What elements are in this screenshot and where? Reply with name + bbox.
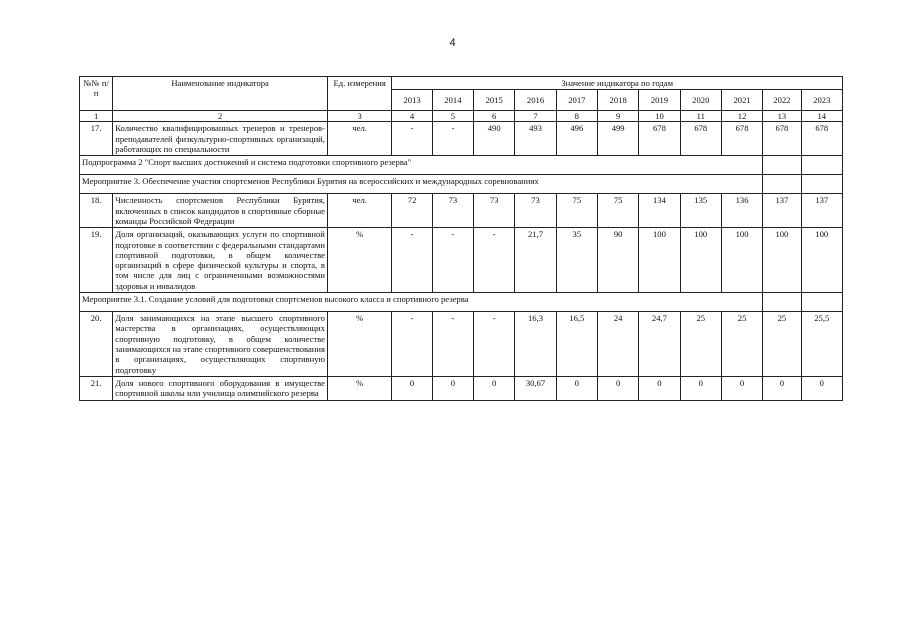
column-index-cell: 10: [639, 111, 680, 122]
indicator-value: 73: [515, 194, 556, 228]
indicator-value: 0: [639, 376, 680, 400]
header-year: 2019: [639, 90, 680, 111]
indicator-value: 35: [556, 228, 597, 293]
column-index-cell: 8: [556, 111, 597, 122]
indicator-value: 100: [721, 228, 762, 293]
column-index-cell: 2: [113, 111, 328, 122]
indicator-value: 72: [392, 194, 432, 228]
empty-cell: [801, 293, 842, 312]
header-year: 2018: [597, 90, 638, 111]
indicator-value: 0: [721, 376, 762, 400]
indicator-value: 21,7: [515, 228, 556, 293]
indicator-value: 0: [680, 376, 721, 400]
indicator-unit: чел.: [327, 122, 392, 156]
indicator-unit: %: [327, 312, 392, 377]
indicator-value: 16,3: [515, 312, 556, 377]
indicator-value: 25: [763, 312, 801, 377]
indicator-value: 678: [801, 122, 842, 156]
section-row: [80, 175, 843, 194]
column-index-cell: 12: [721, 111, 762, 122]
indicator-value: -: [432, 122, 473, 156]
header-year: 2014: [432, 90, 473, 111]
indicator-value: 73: [432, 194, 473, 228]
section-title: Подпрограмма 2 "Спорт высших достижений и система подготовки спортивного резерва": [80, 156, 763, 175]
column-index-cell: 5: [432, 111, 473, 122]
row-number: 21.: [80, 376, 113, 400]
indicator-value: -: [392, 312, 432, 377]
indicator-name: Численность спортсменов Республики Бурятия, включенных в список кандидатов в спортивные сборные команды Российской Федерации: [113, 194, 328, 228]
indicator-value: 135: [680, 194, 721, 228]
table-row: [80, 312, 843, 377]
indicator-name: Доля занимающихся на этапе высшего спортивного мастерства в организациях, осуществляющих спортивную подготовку, в общем количестве занимающихся на этапе спортивного совершенствования в организациях, осуществляющих спортивную подготовку: [113, 312, 328, 377]
indicator-value: 75: [597, 194, 638, 228]
indicator-value: 0: [432, 376, 473, 400]
indicator-value: -: [392, 228, 432, 293]
indicator-value: 90: [597, 228, 638, 293]
header-unit: Ед. измерения: [327, 77, 392, 111]
indicator-value: 73: [474, 194, 515, 228]
indicator-value: 0: [474, 376, 515, 400]
column-index-cell: 13: [763, 111, 801, 122]
table-header: [80, 77, 843, 111]
table-row: [80, 376, 843, 400]
indicator-value: 137: [763, 194, 801, 228]
indicator-value: 25,5: [801, 312, 842, 377]
row-number: 17.: [80, 122, 113, 156]
indicator-name: Доля нового спортивного оборудования в имуществе спортивной школы или училища олимпийского резерва: [113, 376, 328, 400]
column-index-cell: 3: [327, 111, 392, 122]
header-num: №№ п/п: [80, 77, 113, 111]
header-year: 2021: [721, 90, 762, 111]
column-index-cell: 4: [392, 111, 432, 122]
indicator-value: 30,67: [515, 376, 556, 400]
indicator-value: 24,7: [639, 312, 680, 377]
header-year: 2013: [392, 90, 432, 111]
indicator-value: 134: [639, 194, 680, 228]
indicator-value: 136: [721, 194, 762, 228]
column-index-cell: 11: [680, 111, 721, 122]
column-index-cell: 14: [801, 111, 842, 122]
indicator-unit: чел.: [327, 194, 392, 228]
table-body: [80, 111, 843, 400]
indicator-unit: %: [327, 376, 392, 400]
column-index-cell: 9: [597, 111, 638, 122]
indicator-value: 0: [392, 376, 432, 400]
section-title: Мероприятие 3. Обеспечение участия спортсменов Республики Бурятия на всероссийских и международных соревнованиях: [80, 175, 763, 194]
indicator-value: 137: [801, 194, 842, 228]
header-year: 2020: [680, 90, 721, 111]
indicator-value: -: [432, 228, 473, 293]
header-year: 2016: [515, 90, 556, 111]
indicator-value: 100: [801, 228, 842, 293]
indicator-value: 0: [801, 376, 842, 400]
indicator-value: -: [432, 312, 473, 377]
indicator-value: 496: [556, 122, 597, 156]
header-year: 2023: [801, 90, 842, 111]
page-number: 4: [449, 37, 456, 49]
indicator-value: -: [474, 312, 515, 377]
indicator-value: 25: [721, 312, 762, 377]
header-year: 2017: [556, 90, 597, 111]
indicator-value: 0: [556, 376, 597, 400]
indicator-value: 100: [763, 228, 801, 293]
indicator-value: 24: [597, 312, 638, 377]
indicator-value: 678: [639, 122, 680, 156]
column-index-cell: 7: [515, 111, 556, 122]
indicator-value: -: [474, 228, 515, 293]
indicator-value: 678: [763, 122, 801, 156]
indicator-value: 0: [597, 376, 638, 400]
empty-cell: [763, 156, 801, 175]
indicator-value: 75: [556, 194, 597, 228]
indicator-name: Количество квалифицированных тренеров и тренеров-преподавателей физкультурно-спортивных организаций, работающих по специальности: [113, 122, 328, 156]
indicator-value: 100: [680, 228, 721, 293]
row-number: 19.: [80, 228, 113, 293]
indicator-value: 499: [597, 122, 638, 156]
section-title: Мероприятие 3.1. Создание условий для подготовки спортсменов высокого класса и спортивного резерва: [80, 293, 763, 312]
indicator-value: 100: [639, 228, 680, 293]
header-values-title: Значение индикатора по годам: [392, 77, 843, 90]
header-name: Наименование индикатора: [113, 77, 328, 111]
column-index-cell: 6: [474, 111, 515, 122]
indicator-value: 25: [680, 312, 721, 377]
column-index-row: [80, 111, 843, 122]
indicator-value: 490: [474, 122, 515, 156]
table-row: [80, 194, 843, 228]
indicator-name: Доля организаций, оказывающих услуги по спортивной подготовке в соответствии с федеральными стандартами спортивной подготовки, в общем количестве организаций в сфере физической культуры и спорта, в том числе для лиц с ограниченными возможностями здоровья и инвалидов: [113, 228, 328, 293]
indicator-value: 16,5: [556, 312, 597, 377]
indicator-value: 678: [680, 122, 721, 156]
row-number: 18.: [80, 194, 113, 228]
header-year: 2022: [763, 90, 801, 111]
indicator-value: 493: [515, 122, 556, 156]
empty-cell: [801, 175, 842, 194]
empty-cell: [763, 175, 801, 194]
indicator-value: -: [392, 122, 432, 156]
indicator-table: [79, 76, 843, 401]
row-number: 20.: [80, 312, 113, 377]
empty-cell: [763, 293, 801, 312]
table-row: [80, 228, 843, 293]
empty-cell: [801, 156, 842, 175]
table-row: [80, 122, 843, 156]
header-year: 2015: [474, 90, 515, 111]
indicator-value: 678: [721, 122, 762, 156]
indicator-unit: %: [327, 228, 392, 293]
indicator-value: 0: [763, 376, 801, 400]
column-index-cell: 1: [80, 111, 113, 122]
section-row: [80, 293, 843, 312]
section-row: [80, 156, 843, 175]
